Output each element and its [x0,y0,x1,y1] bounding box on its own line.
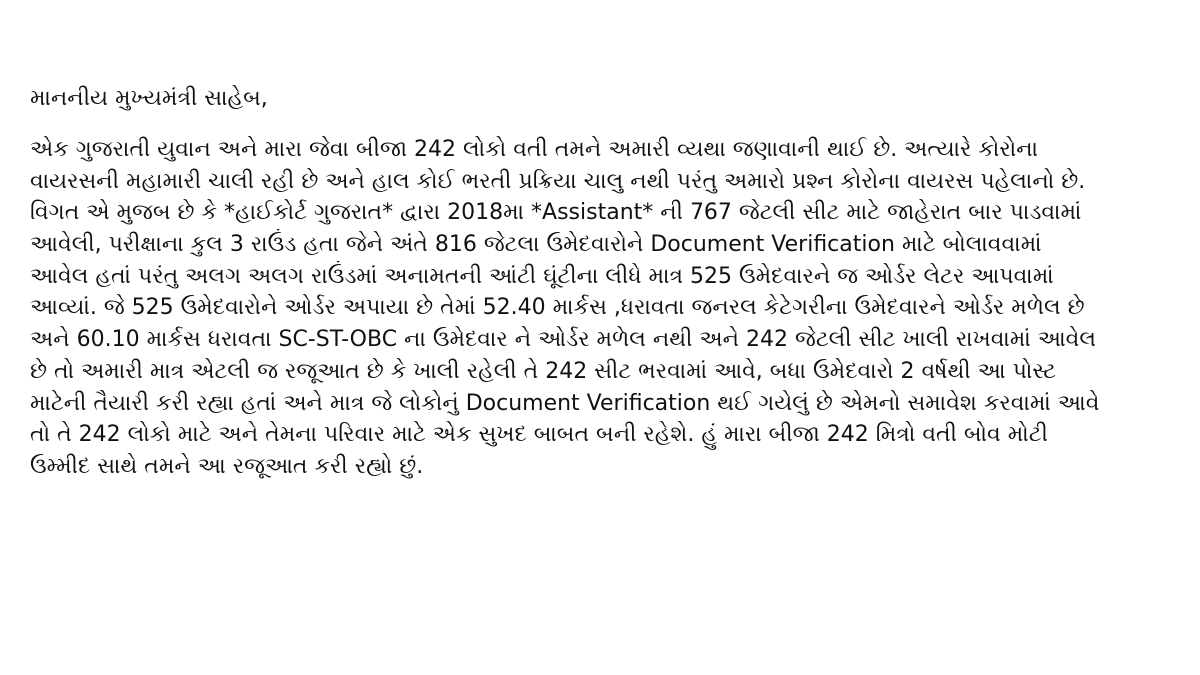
body-line: આવેલી, પરીક્ષાના કુલ 3 રાઉંડ હતા જેને અંતે 816 જેટલા ઉમેદવારોને Document Verification માટે બોલાવવામાં [30,232,1042,258]
body-line: ઉમ્મીદ સાથે તમને આ રજૂઆત કરી રહ્યો છું. [30,453,424,479]
body-line: છે તો અમારી માત્ર એટલી જ રજૂઆત છે કે ખાલી રહેલી તે 242 સીટ ભરવામાં આવે, બધા ઉમેદવારો 2 વર્ષથી આ પોસ્ટ [30,358,1057,384]
body-line: વાયરસની મહામારી ચાલી રહી છે અને હાલ કોઈ ભરતી પ્રક્રિયા ચાલુ નથી પરંતુ અમારો પ્રશ્ન કોરોના વાયરસ પહેલાનો છે. [30,168,1086,194]
body-line: વિગત એ મુજબ છે કે *હાઈકોર્ટ ગુજરાત* દ્વારા 2018મા *Assistant* ની 767 જેટલી સીટ માટે જાહેરાત બાર પાડવામાં [30,200,1082,226]
letter [30,82,1186,483]
body-line: તો તે 242 લોકો માટે અને તેમના પરિવાર માટે એક સુખદ બાબત બની રહેશે. હું મારા બીજા 242 મિત્રો વતી બોવ મોટી [30,422,1048,448]
body-line: આવેલ હતાં પરંતુ અલગ અલગ રાઉંડમાં અનામતની આંટી ઘૂંટીના લીધે માત્ર 525 ઉમેદવારને જ ઓર્ડર લેટર આપવામાં [30,263,1054,289]
letter-body [30,134,1186,483]
body-line: અને 60.10 માર્કસ ધરાવતા SC-ST-OBC ના ઉમેદવાર ને ઓર્ડર મળેલ નથી અને 242 જેટલી સીટ ખાલી રાખવામાં આવેલ [30,327,1097,353]
letter-salutation: માનનીય મુખ્યમંત્રી સાહેબ, [30,86,268,111]
body-line: એક ગુજરાતી યુવાન અને મારા જેવા બીજા 242 લોકો વતી તમને અમારી વ્યથા જણાવાની થાઈ છે. અત્યારે કોરોના [30,137,1039,162]
body-line: માટેની તૈયારી કરી રહ્યા હતાં અને માત્ર જે લોકોનું Document Verification થઈ ગયેલું છે એમનો સમાવેશ કરવામાં આવે [30,390,1100,416]
body-line: આવ્યાં. જે 525 ઉમેદવારોને ઓર્ડર અપાયા છે તેમાં 52.40 માર્કસ ,ધરાવતા જનરલ કેટેગરીના ઉમેદવારને ઓર્ડર મળેલ છે [30,295,1085,321]
